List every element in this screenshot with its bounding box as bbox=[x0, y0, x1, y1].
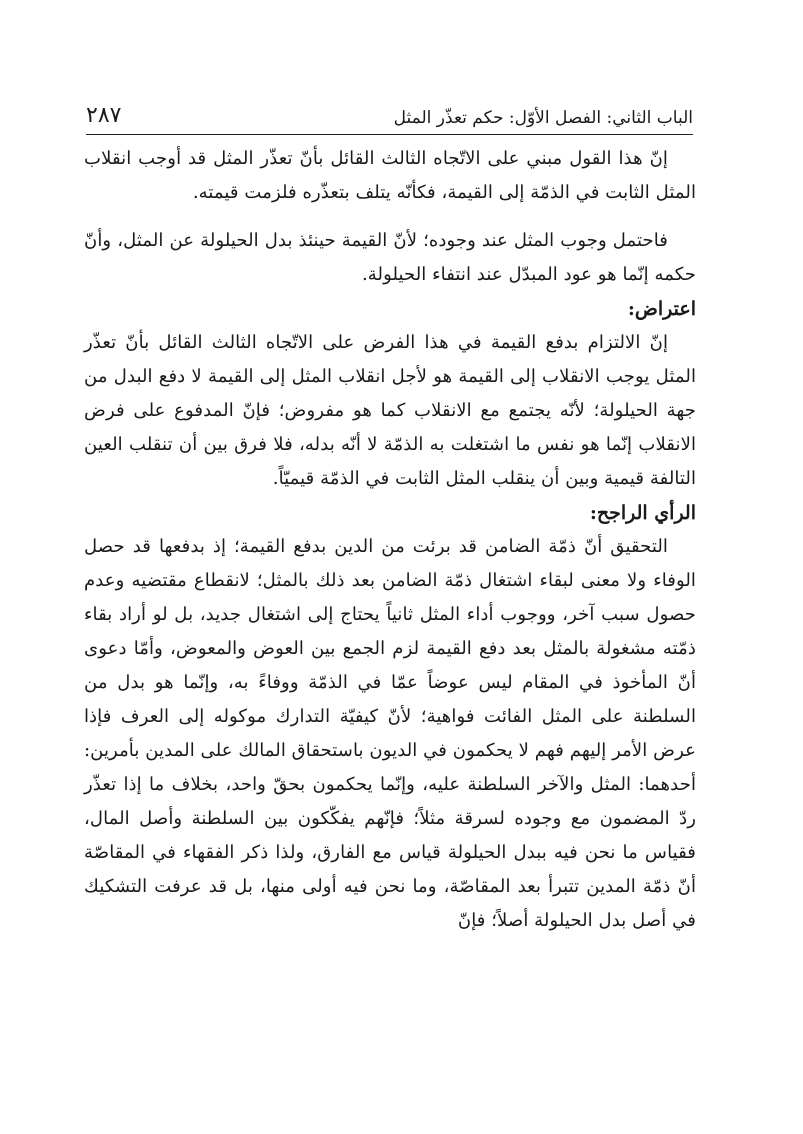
paragraph-possibility: فاحتمل وجوب المثل عند وجوده؛ لأنّ القيمة حينئذ بدل الحيلولة عن المثل، وأنّ حكمه إنّما هو عود المبدّل عند انتفاء الحيلولة. bbox=[84, 230, 696, 285]
paragraph-objection: إنّ الالتزام بدفع القيمة في هذا الفرض على الاتّجاه الثالث القائل بأنّ تعذّر المثل يوجب الانقلاب إلى القيمة هو لأجل انقلاب المثل إلى القيمة لا دفع البدل من جهة الحيلولة؛ لأنّه يجتمع مع الانقلاب كما هو مفروض؛ فإنّ المدفوع على فرض الانقلاب إنّما هو نفس ما اشتغلت به الذمّة لا أنّه بدله، فلا فرق بين أن تنقلب العين التالفة قيمية وبين أن ينقلب المثل الثابت في الذمّة قيميّاً. bbox=[84, 332, 696, 489]
running-head: الباب الثاني: الفصل الأوّل: حكم تعذّر المثل bbox=[393, 108, 693, 128]
heading-preferred-view: الرأي الراجح: bbox=[589, 502, 696, 524]
paragraph-preferred-view: التحقيق أنّ ذمّة الضامن قد برئت من الدين بدفع القيمة؛ إذ بدفعها قد حصل الوفاء ولا معنى لبقاء اشتغال ذمّة الضامن بعد ذلك بالمثل؛ لانقطاع مقتضيه وعدم حصول سبب آخر، ووجوب أداء المثل ثانياً يحتاج إلى اشتغال جديد، بل لو أراد بقاء ذمّته مشغولة بالمثل بعد دفع القيمة لزم الجمع بين العوض والمعوض، وأمّا دعوى أنّ المأخوذ في المقام ليس عوضاً عمّا في الذمّة ووفاءً به، وإنّما هو بدل من السلطنة على المثل الفائت فواهية؛ لأنّ كيفيّة التدارك موكوله إلى العرف فإذا عرض الأمر إليهم فهم لا يحكمون في الديون باستحقاق المالك على المدين بأمرين: أحدهما: المثل والآخر السلطنة عليه، وإنّما يحكمون بحقّ واحد، بخلاف ما إذا تعذّر ردّ المضمون مع وجوده لسرقة مثلاً؛ فإنّهم يفكّكون بين السلطنة وأصل المال، فقياس ما نحن فيه ببدل الحيلولة قياس مع الفارق، ولذا ذكر الفقهاء في المقاصّة أنّ ذمّة المدين تتبرأ بعد المقاصّة، وما نحن فيه أولى منها، بل قد عرفت التشكيك في أصل بدل الحيلولة أصلاً؛ فإنّ bbox=[84, 536, 696, 931]
page-number: ٢٨٧ bbox=[86, 103, 122, 128]
paragraph-intro: إنّ هذا القول مبني على الاتّجاه الثالث القائل بأنّ تعذّر المثل قد أوجب انقلاب المثل الثابت في الذمّة إلى القيمة، فكأنّه يتلف بتعذّره فلزمت قيمته. bbox=[84, 148, 696, 203]
page-body bbox=[84, 142, 696, 938]
heading-objection: اعتراض: bbox=[627, 298, 696, 320]
page-header bbox=[86, 92, 693, 135]
